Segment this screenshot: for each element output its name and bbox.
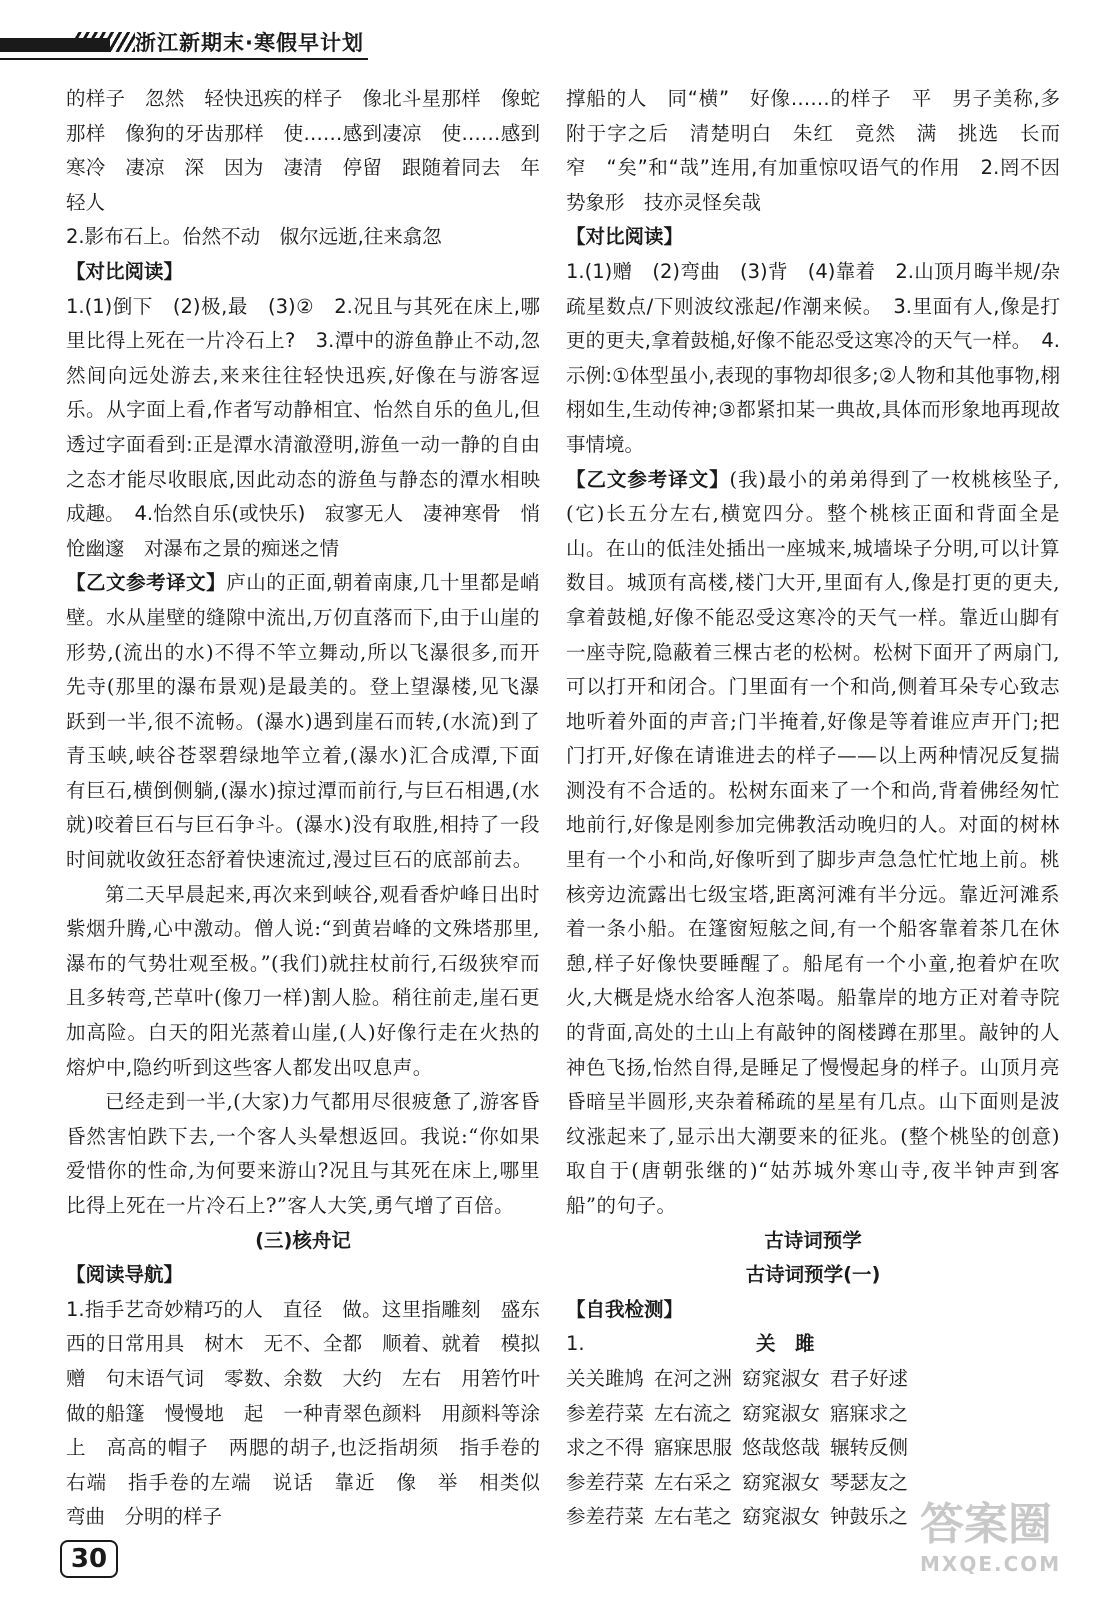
watermark-logo-text: 答案圈: [920, 1499, 1052, 1550]
answer-text: 的样子 忽然 轻快迅疾的样子 像北斗星那样 像蛇那样 像狗的牙齿那样 使……感到凄凉 使……感到寒冷 凄凉 深 因为 凄清 停留 跟随着同去 年轻人: [66, 87, 540, 214]
poem-line: 钟鼓乐之: [830, 1505, 909, 1529]
poem-line: 琴瑟友之: [830, 1470, 909, 1494]
poem-line: 悠哉悠哉: [742, 1436, 821, 1460]
poem-line: 左右流之: [654, 1401, 733, 1425]
translation-paragraph-3: 已经走到一半,(大家)力气都用尽很疲惫了,游客昏昏然害怕跌下去,一个客人头晕想返回。我说:“你如果爱惜你的性命,为何要来游山?况且与其死在床上,哪里比得上死在一片冷石上?”客人大笑,勇气增了百倍。: [66, 1090, 540, 1217]
poem-line: 窈窕淑女: [742, 1505, 821, 1529]
poem-line: 辗转反侧: [830, 1436, 909, 1460]
poem-line: 左右采之: [654, 1470, 733, 1494]
translation-paragraph: [566, 463, 1060, 1224]
poem-title: 关 雎: [756, 1332, 815, 1356]
poem-line: 左右芼之: [654, 1505, 733, 1529]
poem-line: 参差荇菜: [566, 1401, 645, 1425]
translation-paragraph-2: 第二天早晨起来,再次来到峡谷,观看香炉峰日出时紫烟升腾,心中激动。僧人说:“到黄岩峰的文殊塔那里,瀑布的气势壮观至极。”(我们)就拄杖前行,石级狭窄而且多转弯,芒草叶(像刀一样)割人脸。稍往前走,崖石更加高险。白天的阳光蒸着山崖,(人)好像行走在火热的熔炉中,隐约听到这些客人都发出叹息声。: [66, 882, 540, 1079]
translation-text: (我)最小的弟弟得到了一枚桃核坠子,(它)长五分左右,横宽四分。整个桃核正面和背面全是山。在山的低洼处插出一座城来,城墙垛子分明,可以计算数目。城顶有高楼,楼门大开,里面有人,像是打更的更夫,拿着鼓槌,好像不能忍受这寒冷的天气一样。靠近山脚有一座寺院,隐蔽着三棵古老的松树。松树下面开了两扇门,可以打开和闭合。门里面有一个和尚,侧着耳朵专心致志地听着外面的声音;门半掩着,好像是等着谁应声开门;把门打开,好像在请谁进去的样子——以上两种情况反复揣测没有不合适的。松树东面来了一个和尚,背着佛经匆忙地前行,好像是刚参加完佛教活动晚归的人。对面的树林里有一个小和尚,好像听到了脚步声急急忙忙地上前。桃核旁边流露出七级宝塔,距离河滩有半分远。靠近河滩系着一条小船。在篷窗短舷之间,有一个船客靠着茶几在休憩,样子好像快要睡醒了。船尾有一个小童,抱着炉在吹火,大概是烧水给客人泡茶喝。船靠岸的地方正对着寺院的背面,高处的土山上有敲钟的阁楼蹲在那里。敲钟的人神色飞扬,怡然自得,是睡足了慢慢起身的样子。山顶月亮昏暗呈半圆形,夹杂着稀疏的星星有几点。山下面则是波纹涨起来了,显示出大潮要来的征兆。(整个桃坠的创意)取自于(唐朝张继的)“姑苏城外寒山寺,夜半钟声到客船”的句子。: [566, 467, 1060, 1217]
compare-reading-heading: 【对比阅读】: [66, 259, 184, 283]
translation-paragraph: [66, 566, 540, 877]
poem-line: 君子好逑: [830, 1366, 909, 1390]
section-title: (三)核舟记: [255, 1228, 351, 1252]
poem-line: 求之不得: [566, 1436, 645, 1460]
reading-guide-heading: 【阅读导航】: [66, 1263, 184, 1287]
poem-line: 在河之洲: [654, 1366, 733, 1390]
poem-number: 1.: [566, 1332, 585, 1356]
left-column: [66, 82, 560, 1535]
poem-line: 窈窕淑女: [742, 1401, 821, 1425]
header-title: 浙江新期末·寒假早计划: [135, 31, 364, 55]
poem-line: 窈窕淑女: [742, 1470, 821, 1494]
poem-row: [566, 1466, 1060, 1501]
poem-line: 窈窕淑女: [742, 1366, 821, 1390]
header-underline: [0, 58, 368, 60]
poem-line: 参差荇菜: [566, 1505, 645, 1529]
header-decor-stripes: [75, 32, 135, 52]
subsection-title: 古诗词预学(一): [745, 1263, 881, 1287]
poem-line: 寤寐思服: [654, 1436, 733, 1460]
watermark-logo: [920, 1500, 1090, 1590]
poem-heading: [566, 1327, 1060, 1362]
translation-text: 庐山的正面,朝着南康,几十里都是峭壁。水从崖壁的缝隙中流出,万仞直落而下,由于山崖的形势,(流出的水)不得不竿立舞动,所以飞瀑很多,而开先寺(那里的瀑布景观)是最美的。登上望瀑楼,见飞瀑跃到一半,很不流畅。(瀑水)遇到崖石而转,(水流)到了青玉峡,峡谷苍翠碧绿地竿立着,(瀑水)汇合成潭,下面有巨石,横倒侧躺,(瀑水)掠过潭而前行,与巨石相遇,(水就)咬着巨石与巨石争斗。(瀑水)没有取胜,相持了一段时间就收敛狂态舒着快速流过,漫过巨石的底部前去。: [66, 571, 540, 872]
page-number: 30: [60, 1540, 118, 1578]
answer-text: 撑船的人 同“横” 好像……的样子 平 男子美称,多附于字之后 清楚明白 朱红 竟然 满 挑选 长而窄 “矣”和“哉”连用,有加重惊叹语气的作用 2.罔不因势象形 技亦灵怪矣哉: [566, 87, 1060, 214]
translation-heading: 【乙文参考译文】: [566, 467, 730, 491]
section-title: 古诗词预学: [764, 1228, 862, 1252]
poem-line: 寤寐求之: [830, 1401, 909, 1425]
page-header: [0, 0, 1115, 80]
poem-row: [566, 1431, 1060, 1466]
compare-reading-answers: 1.(1)赠 (2)弯曲 (3)背 (4)靠着 2.山顶月晦半规/杂疏星数点/下则波纹涨起/作潮来候。 3.里面有人,像是打更的更夫,拿着鼓槌,好像不能忍受这寒冷的天气一样。 4.示例:①体型虽小,表现的事物却很多;②人物和其他事物,栩栩如生,生动传神;③都紧扣某一典故,具体而形象地再现故事情境。: [566, 259, 1060, 456]
poem-row: [566, 1397, 1060, 1432]
compare-reading-heading: 【对比阅读】: [566, 225, 684, 249]
reading-guide-answers: 1.指手艺奇妙精巧的人 直径 做。这里指雕刻 盛东西的日常用具 树木 无不、全都 顺着、就着 模拟 赠 句末语气词 零数、余数 大约 左右 用箬竹叶做的船篷 慢慢地 起 一种青翠色颜料 用颜料等涂上 高高的帽子 两腮的胡子,也泛指胡须 指手卷的右端 指手卷的左端 说话 靠近 像 举 相类似 弯曲 分明的样子: [66, 1297, 560, 1529]
right-column: [566, 82, 1060, 1535]
poem-row: [566, 1362, 1060, 1397]
self-check-heading: 【自我检测】: [566, 1297, 684, 1321]
poem-line: 参差荇菜: [566, 1470, 645, 1494]
compare-reading-answers: 1.(1)倒下 (2)极,最 (3)② 2.况且与其死在床上,哪里比得上死在一片冷石上? 3.潭中的游鱼静止不动,忽然间向远处游去,来来往往轻快迅疾,好像在与游客逗乐。从字面上看,作者写动静相宜、怡然自乐的鱼儿,但透过字面看到:正是潭水清澈澄明,游鱼一动一静的自由之态才能尽收眼底,因此动态的游鱼与静态的潭水相映成趣。 4.怡然自乐(或快乐) 寂寥无人 凄神寒骨 悄怆幽邃 对瀑布之景的痴迷之情: [66, 294, 540, 560]
poem-line: 关关雎鸠: [566, 1366, 645, 1390]
watermark-url: MXQE.COM: [920, 1552, 1062, 1576]
answer-q2: 2.影布石上。佁然不动 俶尔远逝,往来翕忽: [66, 225, 442, 249]
translation-heading: 【乙文参考译文】: [66, 571, 227, 595]
